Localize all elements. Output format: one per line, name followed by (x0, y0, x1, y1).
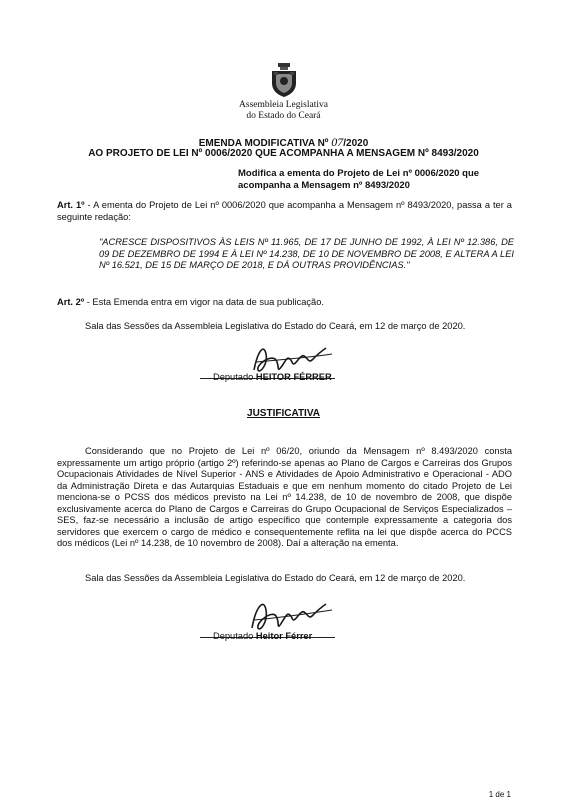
article-1 (57, 200, 512, 223)
signer-2-prefix: Deputado (213, 631, 256, 641)
session-location-date-2 (57, 573, 512, 585)
justification-title: JUSTIFICATIVA (247, 408, 320, 419)
institution-name-line1: Assembleia Legislativa (239, 100, 328, 110)
article-2-text: - Esta Emenda entra em vigor na data de sua publicação. (84, 297, 324, 307)
article-2-label: Art. 2º (57, 297, 85, 307)
new-ementa-quote: "ACRESCE DISPOSITIVOS ÀS LEIS Nº 11.965, DE 17 DE JUNHO DE 1992, À LEI Nº 12.386, DE 09 DE DEZEMBRO DE 1994 E À LEI Nº 14.238, DE 10 DE NOVEMBRO DE 2008, E ALTERA A LEI Nº 16.521, DE 15 DE MARÇO DE 2018, E DÁ OUTRAS PROVIDÊNCIAS." (99, 237, 514, 270)
signer-2 (213, 631, 312, 642)
title-prefix: EMENDA MODIFICATIVA Nº (198, 138, 332, 149)
institution-name-line2: do Estado do Ceará (246, 111, 321, 121)
session-location-date-1 (57, 321, 512, 333)
ementa-line2: acompanha a Mensagem nº 8493/2020 (238, 180, 410, 191)
article-1-text: - A ementa do Projeto de Lei nº 0006/2020 que acompanha a Mensagem nº 8493/2020, passa a ter a seguinte redação: (57, 200, 512, 222)
ementa (238, 168, 538, 192)
sala-text-2: Sala das Sessões da Assembleia Legislativa do Estado do Ceará, em 12 de março de 2020. (85, 573, 466, 583)
signer-1-prefix: Deputado (213, 372, 256, 382)
ementa-line1: Modifica a ementa do Projeto de Lei nº 0006/2020 que (238, 168, 480, 179)
signer-1-name: HEITOR FÉRRER (255, 372, 332, 382)
page-number: 1 de 1 (488, 790, 511, 799)
title-suffix: /2020 (343, 138, 369, 149)
article-1-label: Art. 1º (57, 200, 85, 210)
amendment-number: 07 (331, 135, 344, 149)
document-subtitle: AO PROJETO DE LEI Nº 0006/2020 QUE ACOMPANHA A MENSAGEM Nº 8493/2020 (88, 148, 479, 159)
sala-text-1: Sala das Sessões da Assembleia Legislativa do Estado do Ceará, em 12 de março de 2020. (85, 321, 466, 331)
coat-of-arms-icon (269, 63, 299, 97)
signer-1 (213, 372, 332, 383)
article-2 (57, 297, 512, 309)
signer-2-name: Heitor Férrer (255, 631, 313, 641)
justification-body: Considerando que no Projeto de Lei nº 06/20, oriundo da Mensagem nº 8.493/2020 consta expressamente um artigo próprio (artigo 2º) referindo-se apenas ao Plano de Cargos e Carreiras dos Grupos Ocupacionais Atividades de Nível Superior - ANS e Atividades de Apoio Administrativo e Operacional - ADO da Administração Direta e das Autarquias Estaduais e que em nenhum momento do citado Projeto de Lei menciona-se o PCSS dos médicos previsto na Lei nº 14.238, de 10 de novembro de 2008, que dispõe exclusivamente acerca do Plano de Cargos e Carreiras do Grupo Ocupacional de Serviços Especializados – SES, faz-se necessário a inclusão de artigo específico que contemple expressamente a categoria dos servidores que exercem o cargo de médico e consequentemente reflita na lei que dispõe acerca do PCCS dos médicos (Lei nº 14.238, de 10 novembro de 2008). Daí a alteração na ementa. (57, 446, 512, 548)
